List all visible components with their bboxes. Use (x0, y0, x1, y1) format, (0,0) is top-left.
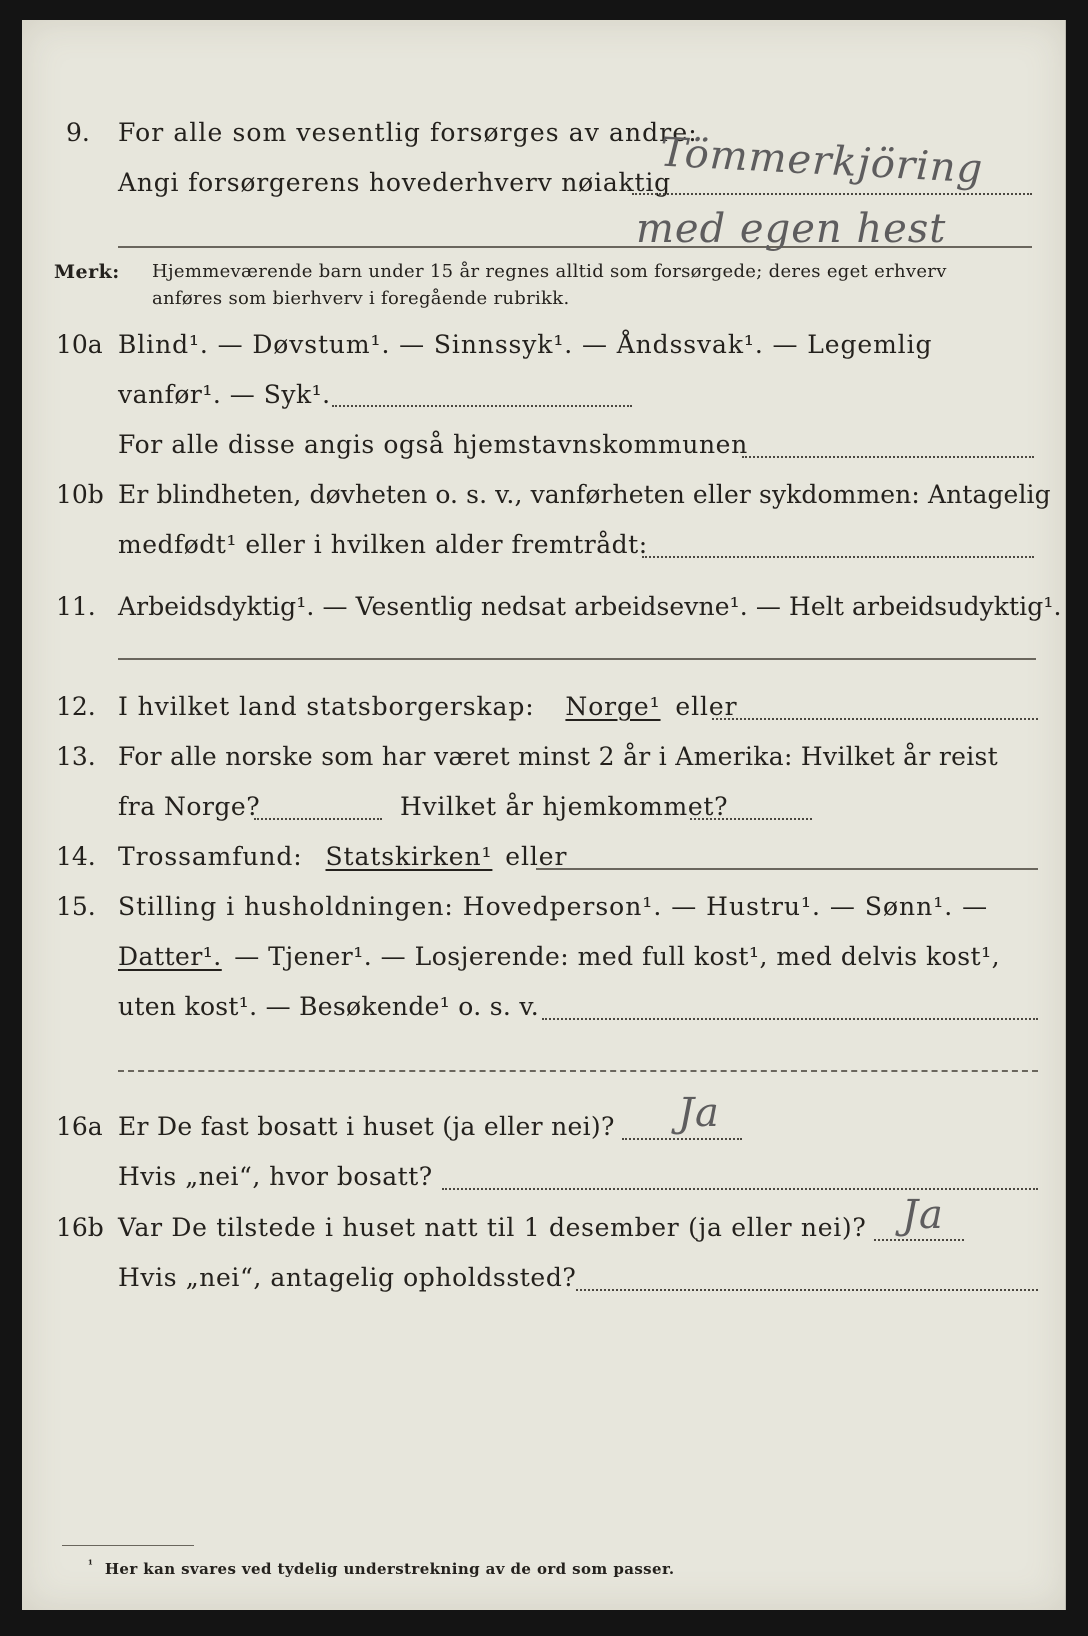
q13-answer-year-right (690, 818, 812, 820)
footnote-mark: ¹ (88, 1558, 94, 1571)
q16b-answer-line1 (874, 1239, 964, 1241)
merk-line1: Hjemmeværende barn under 15 år regnes alltid som forsørgede; deres eget erhverv (152, 261, 947, 282)
q13-answer-year-left (254, 818, 382, 820)
q12-text (118, 692, 737, 721)
q12-text-b: eller (675, 692, 738, 721)
q15-line2-rest: — Tjener¹. — Losjerende: med full kost¹, med delvis kost¹, (234, 942, 1001, 971)
question-number-12: 12. (56, 692, 96, 721)
q14-text-a: Trossamfund: (118, 842, 303, 871)
q16a-answer-line2 (442, 1188, 1038, 1190)
q10b-line1: Er blindheten, døvheten o. s. v., vanførheten eller sykdommen: Antagelig (118, 480, 1051, 509)
q16a-handwritten-answer: Ja (678, 1090, 720, 1136)
footnote (88, 1558, 675, 1578)
q16b-line2: Hvis „nei“, antagelig opholdssted? (118, 1263, 577, 1292)
q12-text-a: I hvilket land statsborgerskap: (118, 692, 535, 721)
q15-answer-line2 (118, 1070, 1038, 1072)
merk-line2: anføres som bierhverv i foregående rubrikk. (152, 288, 570, 309)
q15-answer-line1 (542, 1018, 1038, 1020)
q14-answer-line (536, 868, 1038, 870)
question-number-13: 13. (56, 742, 96, 771)
q16a-line1: Er De fast bosatt i huset (ja eller nei)? (118, 1112, 615, 1141)
q16b-line1: Var De tilstede i huset natt til 1 desember (ja eller nei)? (118, 1213, 867, 1242)
q9-handwritten-answer2: med egen hest (636, 206, 947, 252)
q9-answer-line1 (632, 193, 1032, 195)
q10a-answer-line2 (742, 456, 1034, 458)
q15-line2 (118, 942, 1000, 971)
question-number-10b: 10b (56, 480, 104, 509)
q13-line2a: fra Norge? (118, 792, 261, 821)
q11-line1: Arbeidsdyktig¹. — Vesentlig nedsat arbeidsevne¹. — Helt arbeidsudyktig¹. (118, 592, 1062, 621)
q14-text (118, 842, 567, 871)
q10a-line1: Blind¹. — Døvstum¹. — Sinnssyk¹. — Åndssvak¹. — Legemlig (118, 330, 933, 359)
q14-statskirken-underlined: Statskirken¹ (325, 842, 493, 871)
q16b-answer-line2 (576, 1289, 1038, 1291)
q12-norge-underlined: Norge¹ (565, 692, 661, 721)
q16b-handwritten-answer: Ja (902, 1192, 944, 1238)
q14-text-b: eller (505, 842, 568, 871)
question-number-11: 11. (56, 592, 96, 621)
q12-answer-line (712, 718, 1038, 720)
question-number-10a: 10a (56, 330, 103, 359)
q9-line2: Angi forsørgerens hovederhverv nøiaktig (118, 168, 671, 197)
footnote-separator (62, 1545, 194, 1546)
q15-datter-underlined: Datter¹. (118, 942, 222, 971)
q10a-line2: vanfør¹. — Syk¹. (118, 380, 331, 409)
q10b-line2: medfødt¹ eller i hvilken alder fremtrådt: (118, 530, 648, 559)
q9-handwritten-answer1: Tömmerkjöring (659, 129, 985, 193)
q10a-answer-line1 (332, 405, 632, 407)
census-form-page (22, 20, 1066, 1610)
q15-line1: Stilling i husholdningen: Hovedperson¹. — Hustru¹. — Sønn¹. — (118, 892, 989, 921)
q13-line2b: Hvilket år hjemkommet? (400, 792, 729, 821)
question-number-15: 15. (56, 892, 96, 921)
question-number-14: 14. (56, 842, 96, 871)
q9-line1: For alle som vesentlig forsørges av andre: (118, 118, 698, 147)
footnote-text: Her kan svares ved tydelig understrekning av de ord som passer. (104, 1560, 675, 1578)
merk-label: Merk: (54, 261, 120, 283)
q11-answer-line (118, 658, 1036, 660)
q10b-answer-line (642, 556, 1034, 558)
q15-line3: uten kost¹. — Besøkende¹ o. s. v. (118, 992, 540, 1021)
question-number-9: 9. (66, 118, 90, 147)
question-number-16b: 16b (56, 1213, 104, 1242)
question-number-16a: 16a (56, 1112, 103, 1141)
q16a-line2: Hvis „nei“, hvor bosatt? (118, 1162, 433, 1191)
q13-line1: For alle norske som har været minst 2 år i Amerika: Hvilket år reist (118, 742, 999, 771)
q16a-answer-line1 (622, 1138, 742, 1140)
q10a-line3: For alle disse angis også hjemstavnskommunen (118, 430, 748, 459)
